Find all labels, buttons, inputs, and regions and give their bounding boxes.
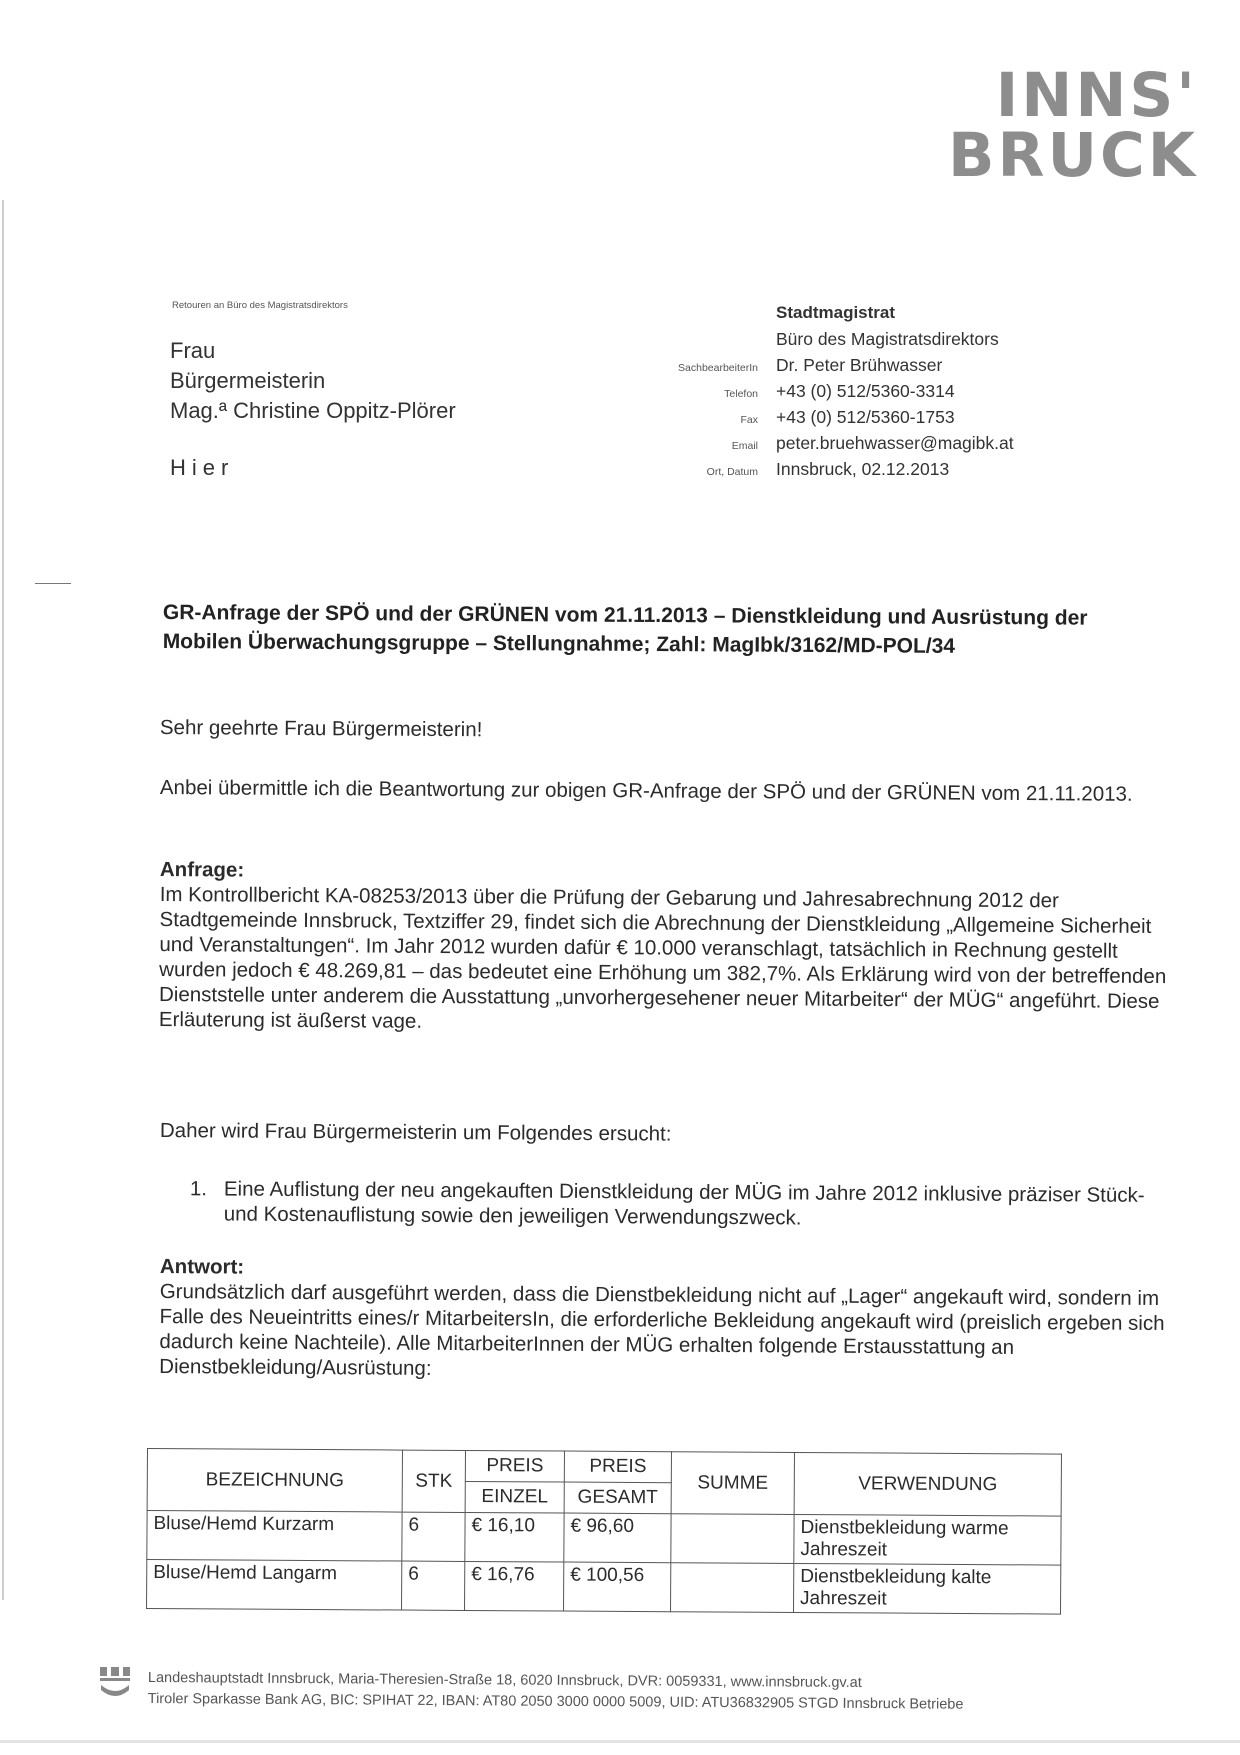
scan-edge-bottom [0,1740,1240,1743]
table-header-row [147,1449,1061,1486]
col-gesamt: GESAMT [564,1482,671,1514]
recipient-block [170,336,456,426]
city-crest-icon [98,1664,132,1700]
recipient-hier: Hier [170,455,235,480]
cell-stk: 6 [402,1512,465,1561]
cell-einzel: € 16,76 [465,1561,564,1611]
list-text: Eine Auflistung der neu angekauften Dienstkleidung der MÜG im Jahre 2012 inklusive präziser Stück- und Kostenauflistung sowie den jeweiligen Verwendungszweck. [223,1177,1145,1230]
anfrage-heading: Anfrage: [159,858,245,882]
cell-summe [671,1514,794,1564]
cell-verwendung: Dienstbekleidung kalte Jahreszeit [794,1563,1061,1614]
recipient-line: Frau [170,338,216,363]
innsbruck-logo [948,60,1199,191]
sender-value: peter.bruehwasser@magibk.at [776,433,1014,453]
sender-value: Innsbruck, 02.12.2013 [776,459,950,479]
intro-paragraph: Anbei übermittle ich die Beantwortung zur obigen GR-Anfrage der SPÖ und der GRÜNEN vom 21.11.2013. [159,776,1133,806]
cell-einzel: € 16,10 [465,1512,564,1562]
sender-dept-row [640,329,1040,355]
cell-bezeichnung: Bluse/Hemd Langarm [147,1560,402,1611]
sender-label: Ort, Datum [706,466,758,478]
logo-line-2: BRUCK [948,120,1199,191]
equipment-table-wrapper [146,1448,1062,1615]
sender-row-phone [640,381,1040,407]
cell-verwendung: Dienstbekleidung warme Jahreszeit [794,1514,1061,1565]
equipment-table [146,1448,1062,1615]
sender-row-fax [640,407,1040,433]
cell-bezeichnung: Bluse/Hemd Kurzarm [147,1511,402,1562]
col-stk: STK [402,1450,465,1512]
recipient-line: Mag.ª Christine Oppitz-Plörer [170,398,456,423]
sender-dept: Büro des Magistratsdirektors [776,329,999,349]
sender-value: Dr. Peter Brühwasser [776,355,943,375]
col-verwendung: VERWENDUNG [794,1452,1061,1516]
cell-summe [671,1563,794,1613]
return-address-note: Retouren an Büro des Magistratsdirektors [172,300,348,311]
subject-line-2: Mobilen Überwachungsgruppe – Stellungnahme; Zahl: MagIbk/3162/MD-POL/34 [162,629,956,658]
anfrage-text: Im Kontrollbericht KA-08253/2013 über die Prüfung der Gebarung und Jahresabrechnung 2012 der Stadtgemeinde Innsbruck, Textziffer 29, findet sich die Abrechnung der Dienstkleidung „Allgemeine Sicherheit und Veranstaltungen“. Im Jahr 2012 wurden dafür € 10.000 veranschlagt, tatsächlich in Rechnung gestellt wurden jedoch € 48.269,81 – das bedeutet eine Erhöhung um 382,7%. Als Erklärung wird von der betreffenden Dienststelle unter anderem die Ausstattung „unvorhergesehener neuer Mitarbeiter“ der MÜG“ angeführt. Diese Erläuterung ist äußerst vage. [158,882,1167,1033]
request-paragraph: Daher wird Frau Bürgermeisterin um Folgendes ersucht: [159,1119,672,1146]
anfrage-section [159,857,1180,1039]
sender-row-date [640,459,1040,485]
sender-row-clerk [640,355,1040,381]
col-bezeichnung: BEZEICHNUNG [147,1449,402,1513]
cell-gesamt: € 100,56 [564,1562,671,1612]
sender-label: Fax [740,414,758,426]
list-number: 1. [189,1177,208,1201]
list-item [160,1176,1180,1233]
antwort-text: Grundsätzlich darf ausgeführt werden, dass die Dienstbekleidung nicht auf „Lager“ angekauft wird, sondern im Falle des Neueintritts eines/r MitarbeitersIn, die erforderliche Bekleidung angekauft wird (preislich ergeben sich dadurch keine Nachteile). Alle MitarbeiterInnen der MÜG erhalten folgende Erstausstattung an Dienstbekleidung/Ausrüstung: [159,1279,1165,1380]
cell-stk: 6 [402,1561,465,1610]
fold-mark [35,583,71,584]
logo-line-1: INNS' [995,60,1198,131]
footer-line-2: Tiroler Sparkasse Bank AG, BIC: SPIHAT 22, IBAN: AT80 2050 3000 0000 5009, UID: ATU36832905 STGD Innsbruck Betriebe [147,1690,964,1713]
sender-label: Email [731,440,758,452]
cell-gesamt: € 96,60 [564,1513,671,1563]
sender-value: +43 (0) 512/5360-1753 [776,407,955,427]
sender-label: SachbearbeiterIn [678,362,758,374]
sender-org-row [640,303,1040,329]
footer-line-1: Landeshauptstadt Innsbruck, Maria-Theresien-Straße 18, 6020 Innsbruck, DVR: 0059331, www.innsbruck.gv.at [147,1670,862,1691]
salutation: Sehr geehrte Frau Bürgermeisterin! [159,716,483,742]
antwort-section [159,1254,1180,1386]
antwort-heading: Antwort: [159,1255,245,1279]
col-preis-einzel-top: PREIS [465,1450,564,1482]
col-einzel: EINZEL [465,1481,564,1513]
scan-edge [2,200,4,1600]
request-list [160,1176,1180,1233]
table-row [147,1560,1061,1615]
subject-line-1: GR-Anfrage der SPÖ und der GRÜNEN vom 21.11.2013 – Dienstkleidung und Ausrüstung der [162,600,1088,630]
subject-line [163,598,1183,662]
sender-block [640,303,1040,485]
sender-org: Stadtmagistrat [776,303,896,322]
sender-value: +43 (0) 512/5360-3314 [776,381,955,401]
col-summe: SUMME [671,1452,794,1515]
footer-address [148,1668,964,1716]
recipient-line: Bürgermeisterin [170,368,326,393]
table-row [147,1511,1061,1566]
sender-row-email [640,433,1040,459]
col-preis-gesamt-top: PREIS [564,1451,671,1483]
sender-label: Telefon [724,388,758,400]
